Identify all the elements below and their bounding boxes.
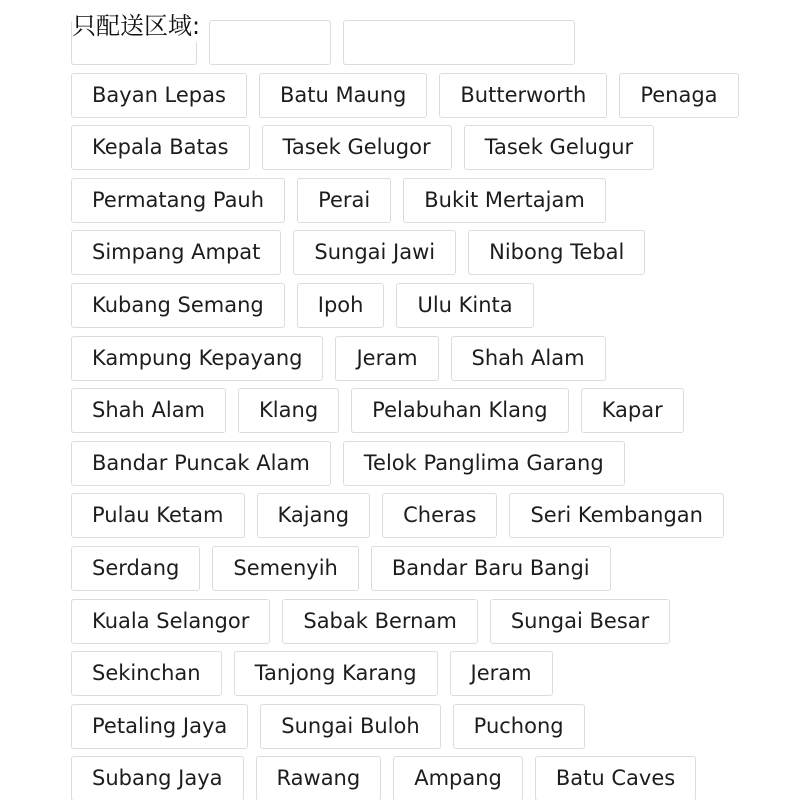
area-chip[interactable]: Kapar [581, 388, 684, 433]
chip-row [71, 283, 771, 328]
area-chip[interactable]: Ampang [393, 756, 523, 800]
area-chip[interactable]: Petaling Jaya [71, 704, 248, 749]
area-chip[interactable]: Ulu Kinta [396, 283, 533, 328]
area-chip[interactable]: Seri Kembangan [509, 493, 724, 538]
area-chip[interactable]: Kuala Selangor [71, 599, 270, 644]
area-chip[interactable]: Tasek Gelugor [262, 125, 452, 170]
area-chip[interactable]: Ipoh [297, 283, 385, 328]
chip-row [71, 651, 771, 696]
chip-row [71, 336, 771, 381]
area-chip[interactable]: Subang Jaya [71, 756, 244, 800]
area-chip-list [71, 20, 771, 800]
chip-row [71, 704, 771, 749]
area-chip[interactable] [209, 20, 331, 65]
area-chip[interactable]: Bandar Puncak Alam [71, 441, 331, 486]
area-chip[interactable]: Pelabuhan Klang [351, 388, 568, 433]
chip-row [71, 73, 771, 118]
area-chip[interactable]: Cheras [382, 493, 497, 538]
area-chip[interactable]: Permatang Pauh [71, 178, 285, 223]
area-chip[interactable]: Jeram [450, 651, 553, 696]
area-chip[interactable]: Nibong Tebal [468, 230, 645, 275]
area-chip[interactable]: Rawang [256, 756, 382, 800]
area-chip[interactable]: Batu Caves [535, 756, 696, 800]
area-chip[interactable]: Bayan Lepas [71, 73, 247, 118]
area-chip[interactable]: Penaga [619, 73, 738, 118]
area-chip[interactable]: Bandar Baru Bangi [371, 546, 611, 591]
area-chip[interactable]: Shah Alam [71, 388, 226, 433]
area-chip[interactable]: Sungai Besar [490, 599, 670, 644]
chip-row [71, 546, 771, 591]
area-chip[interactable]: Sabak Bernam [282, 599, 477, 644]
area-chip[interactable]: Sungai Jawi [293, 230, 456, 275]
area-chip[interactable]: Pulau Ketam [71, 493, 245, 538]
area-chip[interactable]: Puchong [453, 704, 585, 749]
area-chip[interactable]: Perai [297, 178, 391, 223]
area-chip[interactable]: Klang [238, 388, 339, 433]
chip-row [71, 230, 771, 275]
area-chip[interactable]: Kubang Semang [71, 283, 285, 328]
area-chip[interactable]: Shah Alam [451, 336, 606, 381]
chip-row [71, 493, 771, 538]
chip-row [71, 125, 771, 170]
area-chip[interactable]: Semenyih [212, 546, 359, 591]
chip-row [71, 388, 771, 433]
area-chip[interactable]: Kajang [257, 493, 371, 538]
area-chip[interactable]: Telok Panglima Garang [343, 441, 625, 486]
chip-row [71, 178, 771, 223]
area-chip[interactable]: Sungai Buloh [260, 704, 440, 749]
area-chip[interactable]: Bukit Mertajam [403, 178, 606, 223]
area-chip[interactable]: Kepala Batas [71, 125, 250, 170]
area-chip[interactable]: Sekinchan [71, 651, 222, 696]
area-chip[interactable]: Kampung Kepayang [71, 336, 323, 381]
area-chip[interactable]: Simpang Ampat [71, 230, 281, 275]
area-chip[interactable]: Tanjong Karang [234, 651, 438, 696]
area-chip[interactable]: Butterworth [439, 73, 607, 118]
area-chip[interactable]: Batu Maung [259, 73, 427, 118]
area-chip[interactable] [343, 20, 575, 65]
chip-row [71, 441, 771, 486]
area-chip[interactable]: Jeram [335, 336, 438, 381]
area-chip[interactable]: Tasek Gelugur [464, 125, 655, 170]
page-title: 只配送区域: [72, 12, 201, 40]
area-chip[interactable]: Serdang [71, 546, 200, 591]
chip-row [71, 756, 771, 800]
chip-row [71, 599, 771, 644]
